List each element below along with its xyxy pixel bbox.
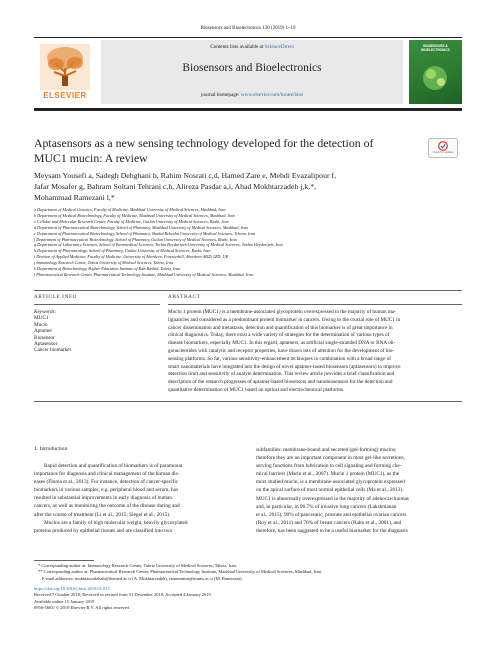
intro-line: biomarkers in various samples, e.g. peripheral blood and serum, has: [34, 487, 179, 494]
affiliation-list: [34, 207, 462, 278]
top-rule: [34, 37, 462, 38]
abstract-line: quantitative determination of MUC1 based on optical and electrochemical platforms.: [168, 386, 345, 393]
abstract-line: gonucleotides with catalytic and receptor properties, have drawn lots of attention for the development of bio-: [168, 347, 395, 354]
sciencedirect-link[interactable]: ScienceDirect: [264, 44, 294, 50]
authors-line-1: Meysam Yousefi a, Sadegh Dehghani b, Rahim Nosrati c,d, Hamed Zare e, Mehdi Evazalipour f,: [34, 171, 337, 180]
section-rule: [34, 290, 462, 291]
intro-line: eases (Florea et al., 2013). For instance, detection of cancer-specific: [34, 479, 179, 486]
homepage-prefix: journal homepage:: [200, 92, 241, 98]
intro-right-column: [256, 446, 462, 535]
intro-line: serving functions from lubrication to cell signaling and forming che-: [256, 463, 402, 470]
footnote-line: ** Corresponding author at: Pharmaceutical Research Center, Pharmaceutical Technology Institute, Mashhad University of Medical Sciences, Mashhad, Iran.: [38, 569, 322, 575]
intro-line: and, in particular, in 96.7% of invasive lung cancers (Lakshmanan: [256, 503, 397, 510]
authors-line-3: Mohammad Ramezani l,*: [34, 193, 115, 202]
intro-line: therefore, has been suggested to be a useful biomarker for the diagnosis: [256, 527, 408, 534]
affiliation-item: b Department of Medical Biotechnology, Faculty of Medicine, Mashhad University of Medical Sciences, Mashhad, Iran: [34, 212, 235, 218]
keyword-item: Aptasensor: [34, 341, 58, 348]
footnote-line: E-mail addresses: mokhtarzadehab@tbzmed.ac.ir (A. Mokhtarzadeh), ramezanim@mums.ac.ir (M. Ramezani).: [42, 575, 243, 581]
intro-line: most studied mucin, is a membrane-associated glycoprotein expressed: [256, 479, 405, 486]
cover-title: BIOSENSORS & BIOELECTRONICS: [421, 44, 450, 52]
intro-line: MUC1 is abnormally overexpressed in the majority of adenocarcinomas: [256, 495, 409, 502]
keyword-item: Mucin: [34, 321, 48, 328]
keyword-item: Aptamer: [34, 328, 53, 335]
section-heading-introduction: 1. Introduction: [34, 446, 68, 452]
footnotes: [34, 563, 462, 582]
intro-line: Mucins are a family of high molecular weight, heavily glycosylated: [44, 519, 188, 526]
contents-prefix: Contents lists available at: [210, 44, 265, 50]
check-updates-label: Check for updates: [432, 151, 454, 154]
keyword-item: Biosensor: [34, 334, 55, 341]
affiliation-item: l Pharmaceutical Research Center, Pharmaceutical Technology Institute, Mashhad University of Medical Sciences, Mashhad, Iran: [34, 271, 253, 277]
article-info-heading: ARTICLE INFO: [34, 294, 77, 300]
running-head: Biosensors and Bioelectronics 130 (2019) 1–19: [200, 26, 296, 31]
footnote-line: * Corresponding author at: Immunology Research Center, Tabriz University of Medical Sciences, Tabriz, Iran.: [38, 563, 237, 568]
keyword-item: MUC1: [34, 315, 49, 322]
affiliation-item: h Department of Pharmacology, School of Pharmacy, Guilan University of Medical Sciences, Rasht, Iran: [34, 248, 211, 254]
abstract-line: cancer dissemination and metastasis, detection and quantification of this biomarker is of great importance in: [168, 324, 393, 331]
issn-copyright: 0956-5663/ © 2019 Elsevier B.V. All rights reserved.: [34, 604, 130, 610]
publisher-logo: [34, 40, 96, 102]
affiliation-item: d Department of Pharmaceutical Biotechnology, School of Pharmacy, Mashhad University of Medical Sciences, Mashhad, Iran: [34, 224, 248, 230]
affiliation-item: e Department of Pharmaceutical Biotechnology, School of Pharmacy, Shahid Beheshti University of Medical Sciences, Tehran, Iran: [34, 230, 256, 236]
intro-line: (Roy et al., 2011) and 70% of breast cancers (Rahn et al., 2001), and: [256, 519, 402, 526]
intro-left-column: [34, 462, 240, 535]
abstract-rule: [168, 304, 462, 305]
affiliation-item: f Department of Pharmaceutical Biotechnology, School of Pharmacy, Guilan University of Medical Sciences, Rasht, Iran: [34, 236, 237, 242]
abstract-line: smart nanomaterials have integrated into the design of novel aptamer-based biosensors (aptasensors) to improve: [168, 363, 401, 370]
available-online: Available online 15 January 2019: [34, 598, 95, 604]
elsevier-wordmark: ELSEVIER: [43, 91, 87, 100]
check-for-updates-button[interactable]: [428, 138, 458, 158]
abstract-line: detection limit and sensitivity of analyte determination. This review article provides a brief classification and: [168, 371, 395, 378]
journal-homepage: [101, 92, 403, 98]
abstract-line: clinical diagnostics. Today, there exist a wide variety of strategies for the determination of various types of: [168, 332, 390, 339]
intro-line: therefore they are an important component in most gel-like secretions,: [256, 455, 405, 462]
authors-line-2: Jafar Mosafer g, Bahram Soltani Tehrani c,h, Alireza Pasdar a,i, Ahad Mokhtarzadeh j,k,*,: [34, 182, 317, 191]
keywords-label: Keywords:: [34, 309, 57, 315]
homepage-link[interactable]: www.elsevier.com/locate/bios: [240, 92, 304, 98]
intro-line: proteins produced by epithelial tissues and are classified into two: [34, 527, 173, 534]
intro-line: resulted in substantial improvements in early diagnosis of human: [34, 495, 172, 502]
affiliation-item: a Department of Medical Genetics, Faculty of Medicine, Mashhad University of Medical Sciences, Mashhad, Iran: [34, 207, 226, 212]
author-list: [34, 170, 462, 203]
doi-link[interactable]: https://doi.org/10.1016/j.bios.2019.01.015: [34, 586, 110, 591]
footnote-rule: [34, 560, 94, 561]
intro-line: importance for diagnosis and clinical management of the human dis-: [34, 471, 180, 478]
journal-name: Biosensors and Bioelectronics: [182, 62, 322, 74]
title-line-2: MUC1 mucin: A review: [34, 150, 148, 165]
intro-line: subfamilies: membrane-bound and secreted (gel-forming) mucins;: [256, 447, 397, 453]
abstract-heading: ABSTRACT: [168, 294, 201, 300]
affiliation-item: g Department of Laboratory Sciences, School of Paramedical Sciences, Torbat Heydariyeh University of Medical Sciences, Torbat Heydariyeh, Iran: [34, 242, 283, 248]
masthead-rule: [34, 108, 462, 111]
article-meta: [34, 586, 462, 611]
intro-line: Rapid detection and quantification of biomarkers is of paramount: [44, 463, 183, 469]
intro-line: after the course of treatment (Li et al., 2015; Siegel et al., 2015).: [34, 511, 171, 518]
cover-art-icon: [419, 60, 452, 96]
keywords-block: [34, 309, 160, 354]
contents-line: [101, 44, 403, 50]
affiliation-item: k Department of Biotechnology, Higher Education Institute of Rab-Rashid, Tabriz, Iran: [34, 266, 181, 272]
abstract-line: lignancies and considered as a predominant protein biomarker in cancers. Owing to the crucial role of MUC1 in: [168, 316, 401, 323]
journal-cover-image: [409, 40, 462, 104]
article-title: [34, 136, 414, 165]
intro-line: cancers, as well as monitoring the outcome of the disease during and: [34, 503, 180, 510]
article-info-rule: [34, 304, 160, 305]
check-updates-icon: [438, 141, 448, 151]
keyword-item: Cancer biomarker: [34, 347, 72, 354]
title-line-1: Aptasensors as a new sensing technology developed for the detection of: [34, 136, 374, 150]
abstract-line: Mucin 1 protein (MUC1) is a membrane-associated glycoprotein overexpressed in the majority of human ma-: [168, 309, 396, 315]
abstract-bottom-rule: [34, 401, 462, 402]
intro-line: on the apical surface of most normal epithelial cells (Ma et al., 2013).: [256, 487, 404, 494]
abstract-line: sensing platforms. So far, various sensitivity-enhancement techniques in combination with a broad range of: [168, 355, 391, 362]
abstract-text: [168, 309, 462, 395]
affiliation-item: j Immunology Research Center, Tabriz University of Medical Sciences, Tabriz, Iran: [34, 260, 174, 266]
intro-line: et al., 2015), 90% of pancreatic, prostate and epithelial ovarian cancers: [256, 511, 407, 518]
intro-line: mical barriers (Marin et al., 2007). Mucin 1 protein (MUC1), as the: [256, 471, 400, 478]
abstract-line: disease biomarkers, especially MUC1. In this regard, aptamers, as artificial single-stranded DNA or RNA oli-: [168, 340, 396, 347]
received-dates: Received 7 October 2018; Received in revised form 31 December 2018; Accepted 4 January 2019: [34, 592, 211, 598]
abstract-line: description of the research progresses of aptamer-based biosensors and nanobiosensors for the detection and: [168, 379, 393, 386]
affiliation-item: c Cellular and Molecular Research Center, Faculty of Medicine, Guilan University of Medical Sciences, Rasht, Iran: [34, 218, 229, 224]
affiliation-item: i Division of Applied Medicine, Faculty of Medicine, University of Aberdeen, Foresterhill, Aberdeen AB25 2ZD, UK: [34, 254, 229, 260]
